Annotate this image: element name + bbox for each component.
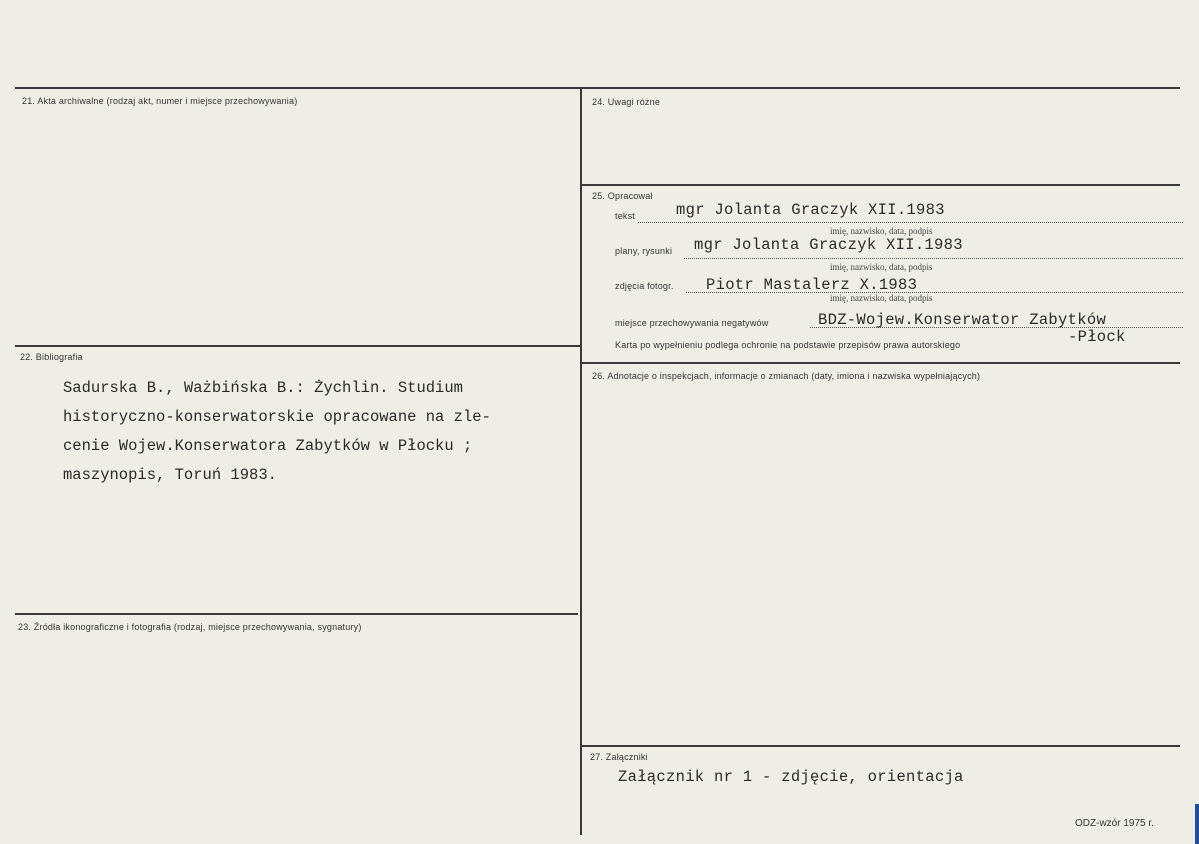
plany-value: mgr Jolanta Graczyk XII.1983 [694,236,963,254]
tekst-sublabel: imię, nazwisko, data, podpis [830,226,933,236]
bibliography-line: Sadurska B., Ważbińska B.: Żychlin. Studium [63,379,463,397]
divider-21-22 [15,345,580,347]
section-27-value: Załącznik nr 1 - zdjęcie, orientacja [618,768,964,786]
negatywy-label: miejsce przechowywania negatywów [615,318,769,328]
scan-edge-mark [1195,804,1199,844]
form-footer: ODZ-wzór 1975 r. [1075,818,1154,829]
plany-label: plany, rysunki [615,246,673,256]
divider-25-26 [582,362,1180,364]
bibliography-line: cenie Wojew.Konserwatora Zabytków w Płocku ; [63,437,473,455]
top-border-line [15,87,1180,89]
ochrona-note: Karta po wypełnieniu podlega ochronie na podstawie przepisów prawa autorskiego [615,340,961,350]
bibliography-text [63,374,491,490]
negatywy-value: BDZ-Wojew.Konserwator Zabytków [818,311,1107,329]
section-26-label: 26. Adnotacje o inspekcjach, informacje o zmianach (daty, imiona i nazwiska wypełniających) [592,371,981,381]
section-25-label: 25. Opracował [592,191,653,201]
section-24-label: 24. Uwagi różne [592,97,661,107]
bibliography-line: historyczno-konserwatorskie opracowane na zle- [63,408,491,426]
center-divider [580,89,582,835]
plany-dotted-line [684,258,1183,259]
tekst-dotted-line [638,222,1183,223]
plany-sublabel: imię, nazwisko, data, podpis [830,262,933,272]
section-21-label: 21. Akta archiwalne (rodzaj akt, numer i miejsce przechowywania) [22,96,298,106]
section-22-label: 22. Bibliografia [20,352,83,362]
divider-26-27 [582,745,1180,747]
tekst-label: tekst [615,211,636,221]
tekst-value: mgr Jolanta Graczyk XII.1983 [676,201,945,219]
divider-22-23 [15,613,578,615]
bibliography-line: maszynopis, Toruń 1983. [63,466,277,484]
section-23-label: 23. Źródła ikonograficzne i fotografia (rodzaj, miejsce przechowywania, sygnatury) [18,622,362,632]
section-27-label: 27. Załączniki [590,752,648,762]
zdjecia-value: Piotr Mastalerz X.1983 [706,276,918,294]
zdjecia-label: zdjęcia fotogr. [615,281,674,291]
divider-24-25 [582,184,1180,186]
zdjecia-sublabel: imię, nazwisko, data, podpis [830,293,933,303]
negatywy-value-continuation: -Płock [1068,328,1126,346]
